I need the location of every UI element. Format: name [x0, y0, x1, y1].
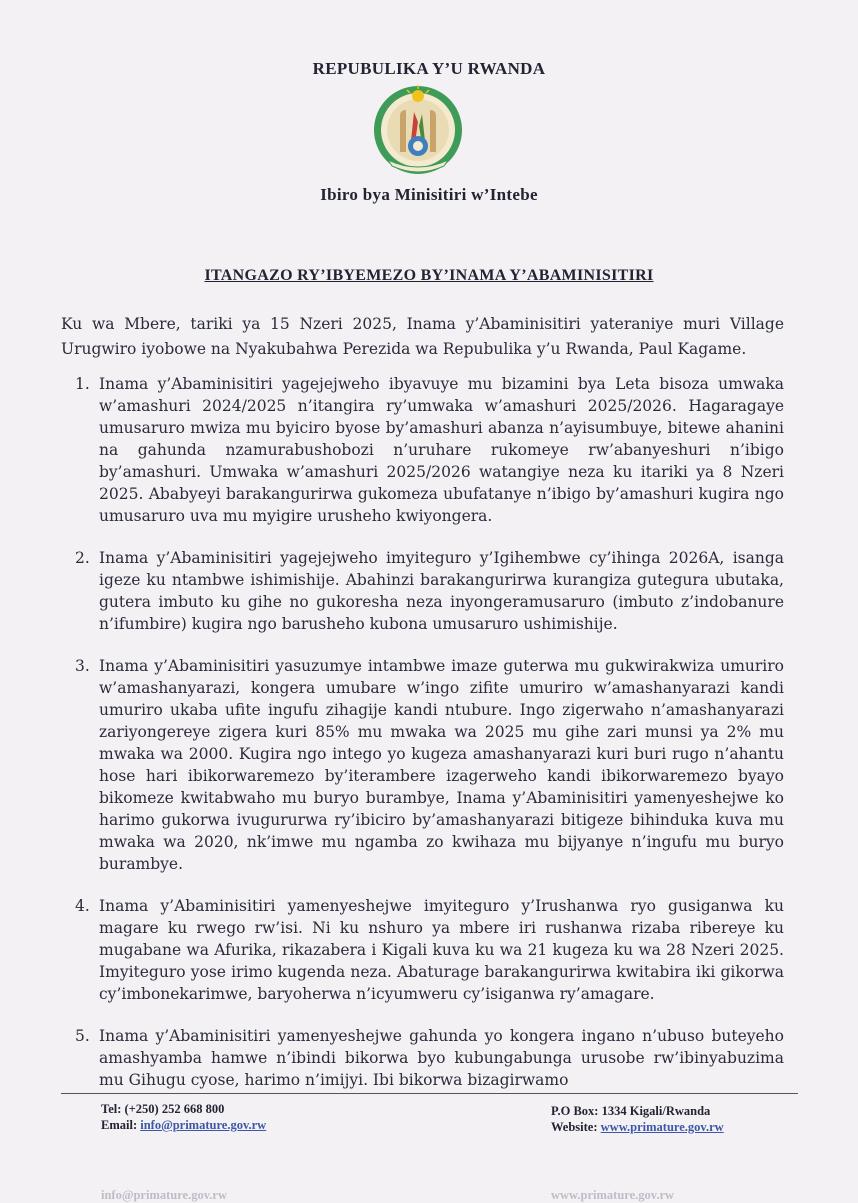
- list-item: [61, 547, 784, 635]
- item-number: 4.: [75, 897, 90, 915]
- list-item: [61, 895, 784, 1005]
- republic-heading: REPUBULIKA Y’U RWANDA: [312, 59, 546, 78]
- footer-pobox: [551, 1103, 724, 1119]
- bleed-through-footer: [101, 1188, 801, 1203]
- item-number: 5.: [75, 1027, 90, 1045]
- pobox-value: 1334 Kigali/Rwanda: [601, 1104, 711, 1118]
- document-title: ITANGAZO RY’IBYEMEZO BY’INAMA Y’ABAMINISITIRI: [204, 267, 654, 284]
- list-item: [61, 655, 784, 875]
- office-name: Ibiro bya Minisitiri w’Intebe: [320, 185, 538, 204]
- email-label: Email:: [101, 1118, 141, 1132]
- item-text: Inama y’Abaminisitiri yagejejweho imyiteguro y’Igihembwe cy’ihinga 2026A, isanga igeze ku ntambwe ishimishije. Abahinzi barakangurirwa kurangiza gutegura ubutaka, gutera imbuto ku gihe no gukoresha neza inyongeramusaruro (imbuto z’indobanure n’ifumbire) kugira ngo barusheho kubona umusaruro ushimishije.: [99, 549, 784, 633]
- item-text: Inama y’Abaminisitiri yagejejweho ibyavuye mu bizamini bya Leta bisoza umwaka w’amashuri 2024/2025 n’itangira ry’umwaka w’amashuri 2025/2026. Hagaragaye umusaruro mwiza mu byiciro byose by’amashuri abanza n’ayisumbuye, bitewe ahanini na gahunda nzamurabushobozi n’uruhare rukomeye rw’abanyeshuri n’ibigo by’amashuri. Umwaka w’amashuri 2025/2026 watangiye neza ku itariki ya 8 Nzeri 2025. Ababyeyi barakangurirwa gukomeza ubufatanye n’ibigo by’amashuri kugira ngo umusaruro uva mu myigire urusheho kwiyongera.: [99, 375, 784, 525]
- footer-tel: [101, 1101, 266, 1117]
- tel-label: Tel:: [101, 1102, 125, 1116]
- decision-list: [61, 373, 784, 1111]
- website-label: Website:: [551, 1120, 601, 1134]
- footer-contact: [101, 1101, 266, 1133]
- website-link[interactable]: www.primature.gov.rw: [600, 1120, 724, 1134]
- item-text: Inama y’Abaminisitiri yamenyeshejwe imyiteguro y’Irushanwa ryo gusiganwa ku magare ku rwego rw’isi. Ni ku nshuro ya mbere iri rushanwa rizaba ribereye ku mugabane wa Afurika, rikazabera i Kigali kuva ku wa 21 kugeza ku wa 28 Nzeri 2025. Imyiteguro yose irimo kugenda neza. Abaturage barakangurirwa kwitabira iki gikorwa cy’imbonekarimwe, baryoherwa n’icyumweru cy’isiganwa ry’amagare.: [99, 897, 784, 1003]
- rwanda-coat-of-arms-icon: [370, 82, 466, 178]
- pobox-label: P.O Box:: [551, 1104, 602, 1118]
- item-text: Inama y’Abaminisitiri yamenyeshejwe gahunda yo kongera ingano n’ubuso buteyeho amashyamba hamwe n’ibindi bikorwa byo kubungabunga urusobe rw’ibinyabuzima mu Gihugu cyose, harimo n’imijyi. Ibi bikorwa bizagirwamo: [99, 1027, 784, 1089]
- footer-address: [551, 1103, 724, 1135]
- ghost-email: info@primature.gov.rw: [101, 1188, 227, 1202]
- list-item: [61, 1025, 784, 1091]
- email-link[interactable]: info@primature.gov.rw: [140, 1118, 267, 1132]
- tel-value: (+250) 252 668 800: [124, 1102, 225, 1116]
- item-number: 3.: [75, 657, 90, 675]
- item-number: 1.: [75, 375, 90, 393]
- list-item: [61, 373, 784, 527]
- ghost-website: www.primature.gov.rw: [551, 1188, 675, 1202]
- footer-email: [101, 1117, 266, 1133]
- footer-divider: [61, 1093, 798, 1094]
- item-number: 2.: [75, 549, 90, 567]
- intro-paragraph: Ku wa Mbere, tariki ya 15 Nzeri 2025, Inama y’Abaminisitiri yateraniye muri Village Urugwiro iyobowe na Nyakubahwa Perezida wa Repubulika y’u Rwanda, Paul Kagame.: [61, 315, 784, 358]
- item-text: Inama y’Abaminisitiri yasuzumye intambwe imaze guterwa mu gukwirakwiza umuriro w’amashanyarazi, kongera umubare w’ingo zifite umuriro w’amashanyarazi kandi umuriro ukaba ufite ingufu zihagije kandi ntubure. Ingo zigerwaho n’amashanyarazi zariyongereye zigera kuri 85% mu mwaka wa 2025 mu gihe zari munsi ya 2% mu mwaka wa 2000. Kugira ngo intego yo kugeza amashanyarazi kuri buri rugo n’ahantu hose hari ibikorwaremezo by’iterambere izagerweho kandi ibikorwaremezo byayo bikomeze kwitabwaho mu buryo burambye, Inama y’Abaminisitiri yamenyeshejwe ko harimo gukorwa ivugururwa ry’ibiciro by’amashanyarazi bitigeze bihinduka kuva mu mwaka wa 2020, nk’imwe mu ngamba zo kwihaza mu bijyanye n’ingufu mu buryo burambye.: [99, 657, 784, 873]
- footer-website: [551, 1119, 724, 1135]
